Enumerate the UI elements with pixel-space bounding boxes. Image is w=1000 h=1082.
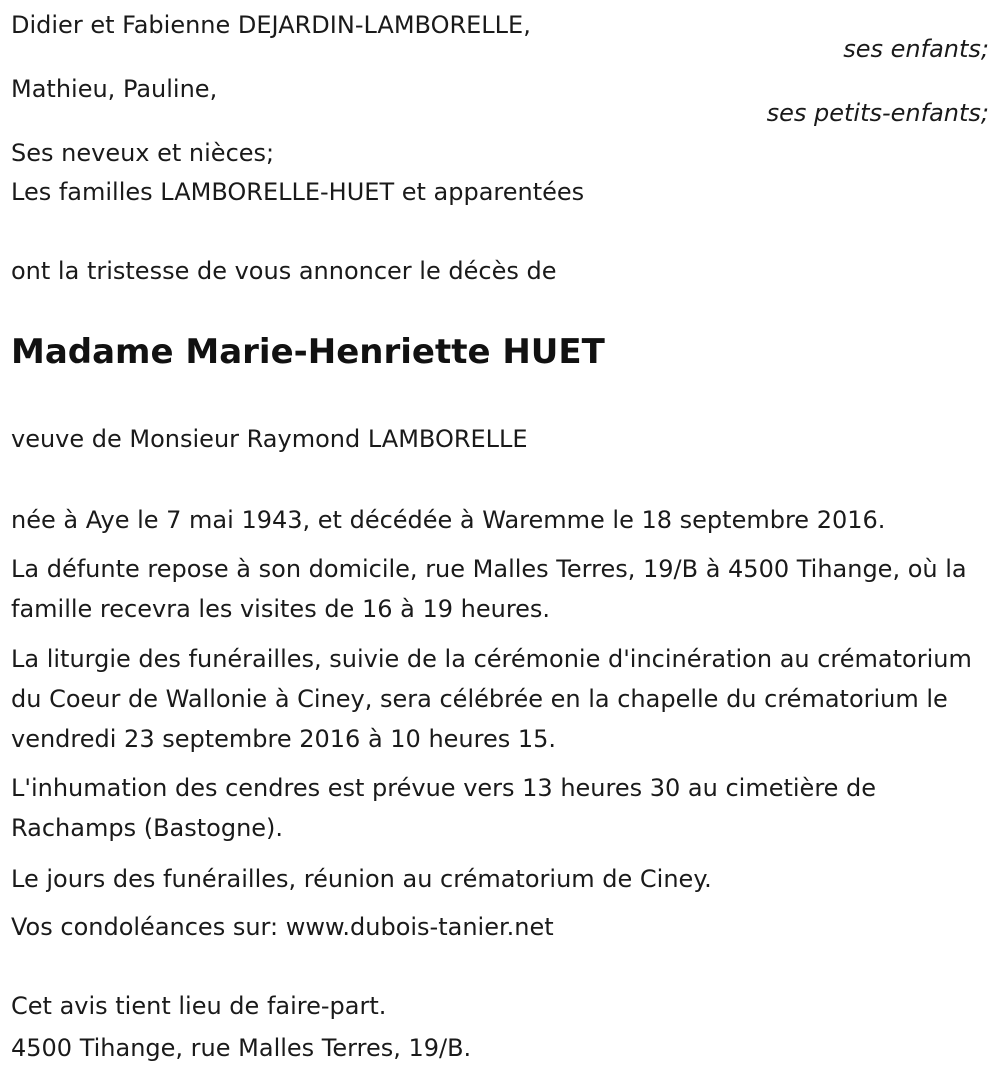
announcement-intro: ont la tristesse de vous annoncer le décès de	[11, 257, 557, 285]
nephews-line: Ses neveux et nièces;	[11, 139, 275, 167]
children-names: Didier et Fabienne DEJARDIN-LAMBORELLE,	[11, 11, 531, 39]
liturgy-paragraph: La liturgie des funérailles, suivie de la cérémonie d'incinération au crématorium du Coeur de Wallonie à Ciney, sera célébrée en la chapelle du crématorium le vendredi 23 septembre 2016 à 10 heures 15.	[11, 645, 972, 753]
birth-death-line: née à Aye le 7 mai 1943, et décédée à Waremme le 18 septembre 2016.	[11, 506, 886, 534]
rest-place-paragraph: La défunte repose à son domicile, rue Malles Terres, 19/B à 4500 Tihange, où la famille recevra les visites de 16 à 19 heures.	[11, 555, 967, 623]
faire-part-notice: Cet avis tient lieu de faire-part.	[11, 992, 387, 1020]
condolences-line: Vos condoléances sur: www.dubois-tanier.net	[11, 913, 554, 941]
grandchildren-names: Mathieu, Pauline,	[11, 75, 218, 103]
families-line: Les familles LAMBORELLE-HUET et apparentées	[11, 178, 585, 206]
footer-address: 4500 Tihange, rue Malles Terres, 19/B.	[11, 1034, 472, 1062]
gathering-line: Le jours des funérailles, réunion au crématorium de Ciney.	[11, 865, 712, 893]
burial-paragraph: L'inhumation des cendres est prévue vers 13 heures 30 au cimetière de Rachamps (Bastogne).	[11, 774, 877, 842]
deceased-name: Madame Marie-Henriette HUET	[11, 332, 605, 372]
widow-of: veuve de Monsieur Raymond LAMBORELLE	[11, 425, 528, 453]
children-role: ses enfants;	[843, 35, 989, 63]
grandchildren-role: ses petits-enfants;	[766, 99, 989, 127]
